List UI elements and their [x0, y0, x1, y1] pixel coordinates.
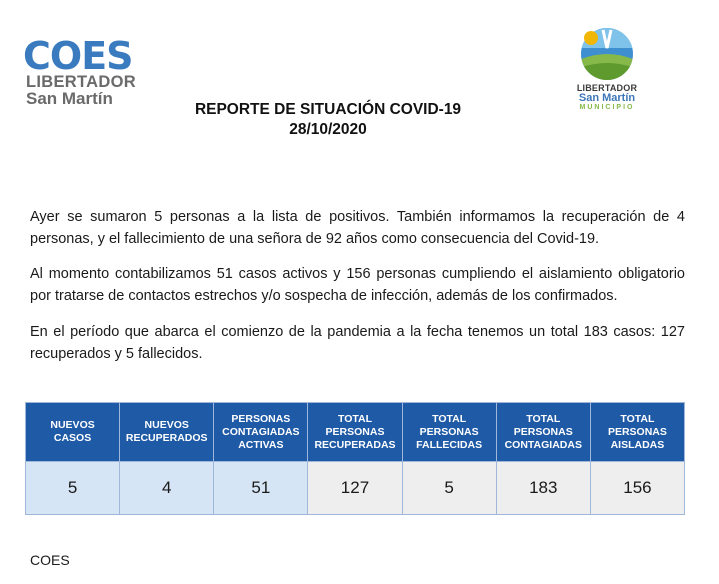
header-contagiadas-activas: PERSONAS CONTAGIADAS ACTIVAS	[214, 403, 308, 462]
value-total-recuperadas: 127	[308, 462, 402, 515]
municipio-logo	[572, 26, 642, 112]
header-nuevos-casos: NUEVOS CASOS	[26, 403, 120, 462]
municipio-logo-line3: MUNICIPIO	[579, 104, 635, 111]
header-total-recuperadas: TOTAL PERSONAS RECUPERADAS	[308, 403, 402, 462]
header-nuevos-recuperados: NUEVOS RECUPERADOS	[120, 403, 214, 462]
coes-logo	[23, 34, 136, 108]
report-paragraph: En el período que abarca el comienzo de la pandemia a la fecha tenemos un total 183 casos: 127 recuperados y 5 fallecidos.	[30, 324, 685, 362]
report-paragraph: Al momento contabilizamos 51 casos activos y 156 personas cumpliendo el aislamiento obligatorio por tratarse de contactos estrechos y/o sospecha de infección, además de los confirmados.	[30, 266, 685, 304]
stats-table	[25, 402, 685, 515]
report-title: REPORTE DE SITUACIÓN COVID-19	[194, 101, 462, 118]
coes-logo-line2: San Martín	[26, 89, 113, 108]
coes-logo-text: COES	[23, 34, 133, 78]
report-paragraph: Ayer se sumaron 5 personas a la lista de positivos. También informamos la recuperación de 4 personas, y el fallecimiento de una señora de 92 años como consecuencia del Covid-19.	[30, 209, 685, 247]
value-total-aisladas: 156	[590, 462, 684, 515]
municipio-logo-line2: San Martín	[578, 92, 636, 104]
report-date: 28/10/2020	[289, 121, 367, 138]
footer-signature: COES	[30, 552, 70, 568]
value-total-contagiadas: 183	[496, 462, 590, 515]
stats-value-row	[26, 462, 685, 515]
value-total-fallecidas: 5	[402, 462, 496, 515]
stats-header-row	[26, 403, 685, 462]
value-nuevos-recuperados: 4	[120, 462, 214, 515]
municipio-logo-line1: LIBERTADOR	[576, 83, 638, 93]
header-total-aisladas: TOTAL PERSONAS AISLADAS	[590, 403, 684, 462]
value-contagiadas-activas: 51	[214, 462, 308, 515]
value-nuevos-casos: 5	[26, 462, 120, 515]
report-header	[168, 100, 488, 140]
coes-logo-line1: LIBERTADOR	[26, 73, 136, 91]
municipio-emblem-icon	[579, 26, 635, 82]
header-total-fallecidas: TOTAL PERSONAS FALLECIDAS	[402, 403, 496, 462]
header-total-contagiadas: TOTAL PERSONAS CONTAGIADAS	[496, 403, 590, 462]
